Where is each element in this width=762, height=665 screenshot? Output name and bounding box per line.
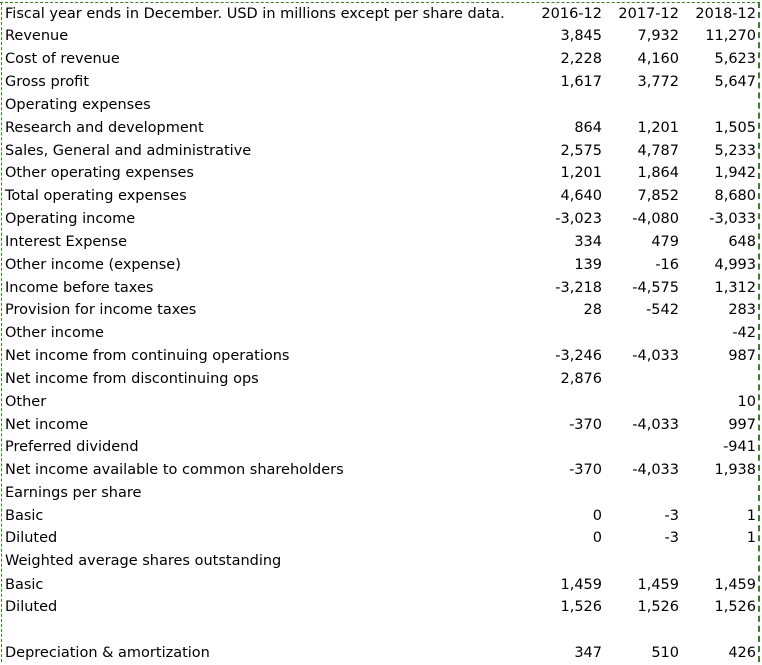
row-value-2017: 1,201 <box>637 120 679 136</box>
row-value-2016 <box>520 391 602 414</box>
row-value-2016: 864 <box>574 120 602 136</box>
row-value-2017: -4,575 <box>632 280 679 296</box>
row-value-2018: 1,312 <box>714 280 756 296</box>
row-value-2017 <box>600 482 679 505</box>
row-value-2016: 4,640 <box>560 188 602 204</box>
row-value-2016: 0 <box>592 508 602 524</box>
row-value-2017: -3 <box>664 508 679 524</box>
table-row <box>0 254 760 277</box>
table-row <box>0 94 760 117</box>
row-value-2016: 347 <box>574 645 602 661</box>
row-label: Other operating expenses <box>5 165 194 181</box>
row-value-2017: 4,160 <box>637 51 679 67</box>
row-value-2017 <box>600 550 679 573</box>
row-value-2017 <box>600 368 679 391</box>
table-row <box>0 368 760 391</box>
row-value-2018 <box>680 620 756 643</box>
row-value-2017: 7,932 <box>637 28 679 44</box>
row-value-2017: -4,033 <box>632 348 679 364</box>
row-label: Depreciation & amortization <box>5 645 210 661</box>
row-label: Other income (expense) <box>5 257 181 273</box>
row-value-2018: 1 <box>746 508 756 524</box>
row-value-2017: 1,459 <box>637 577 679 593</box>
row-label: Weighted average shares outstanding <box>5 553 282 569</box>
row-label: Basic <box>5 577 44 593</box>
table-row <box>0 527 760 550</box>
table-row <box>0 414 760 437</box>
row-value-2017: 4,787 <box>637 143 679 159</box>
row-value-2017: -16 <box>655 257 679 273</box>
row-value-2018: -42 <box>732 325 756 341</box>
row-value-2017: 7,852 <box>637 188 679 204</box>
row-value-2018 <box>680 94 756 117</box>
row-value-2018: 1,505 <box>714 120 756 136</box>
row-value-2017: 3,772 <box>637 74 679 90</box>
table-row <box>0 48 760 71</box>
row-value-2016: -3,218 <box>555 280 602 296</box>
row-value-2018: 1 <box>746 530 756 546</box>
row-value-2017: 1,526 <box>637 599 679 615</box>
row-value-2016 <box>520 550 602 573</box>
row-value-2018 <box>680 482 756 505</box>
row-label: Net income <box>5 417 89 433</box>
table-row <box>0 208 760 231</box>
row-value-2016 <box>520 482 602 505</box>
table-row <box>0 299 760 322</box>
row-label: Net income from discontinuing ops <box>5 371 259 387</box>
row-value-2018: 5,233 <box>714 143 756 159</box>
row-label: Revenue <box>5 28 69 44</box>
row-value-2018: 1,938 <box>714 462 756 478</box>
table-row <box>0 162 760 185</box>
row-value-2016 <box>520 620 602 643</box>
table-row <box>0 436 760 459</box>
table-row <box>0 322 760 345</box>
table-row <box>0 596 760 619</box>
row-value-2018: 5,647 <box>714 74 756 90</box>
table-row <box>0 574 760 597</box>
row-label: Diluted <box>5 530 58 546</box>
row-value-2016: 2,575 <box>560 143 602 159</box>
row-label: Total operating expenses <box>5 188 187 204</box>
row-value-2018: 1,942 <box>714 165 756 181</box>
table-row <box>0 482 760 505</box>
year-2017-header: 2017-12 <box>618 6 679 22</box>
row-value-2017: -542 <box>646 302 679 318</box>
row-value-2018: 11,270 <box>705 28 756 44</box>
row-value-2018: -3,033 <box>709 211 756 227</box>
row-value-2018: 1,459 <box>714 577 756 593</box>
row-value-2016: 2,876 <box>560 371 602 387</box>
row-value-2016: 0 <box>592 530 602 546</box>
row-label: Earnings per share <box>5 485 142 501</box>
row-value-2017: 1,864 <box>637 165 679 181</box>
table-row <box>0 71 760 94</box>
row-label: Provision for income taxes <box>5 302 197 318</box>
row-value-2016: 1,526 <box>560 599 602 615</box>
row-value-2018: 426 <box>728 645 756 661</box>
table-row <box>0 345 760 368</box>
row-label: Income before taxes <box>5 280 154 296</box>
row-value-2016: 2,228 <box>560 51 602 67</box>
row-value-2016: 139 <box>574 257 602 273</box>
table-row <box>0 391 760 414</box>
row-value-2016: 1,459 <box>560 577 602 593</box>
row-value-2016 <box>520 436 602 459</box>
table-row <box>0 277 760 300</box>
row-value-2017 <box>600 436 679 459</box>
row-value-2017: -4,033 <box>632 462 679 478</box>
row-label: Basic <box>5 508 44 524</box>
row-label: Cost of revenue <box>5 51 120 67</box>
header-label: Fiscal year ends in December. USD in millions except per share data. <box>5 6 505 22</box>
row-value-2018: 8,680 <box>714 188 756 204</box>
row-value-2016: -3,023 <box>555 211 602 227</box>
year-2018-header: 2018-12 <box>695 6 756 22</box>
row-value-2017 <box>600 620 679 643</box>
row-label: Sales, General and administrative <box>5 143 252 159</box>
table-row <box>0 620 760 643</box>
row-label: Net income available to common shareholders <box>5 462 344 478</box>
table-row <box>0 25 760 48</box>
row-label: Interest Expense <box>5 234 128 250</box>
row-label: Preferred dividend <box>5 439 139 455</box>
row-label: Other income <box>5 325 104 341</box>
row-value-2017 <box>600 322 679 345</box>
table-row <box>0 140 760 163</box>
table-row <box>0 231 760 254</box>
row-value-2018: 283 <box>728 302 756 318</box>
row-value-2017: -4,033 <box>632 417 679 433</box>
row-value-2016 <box>520 322 602 345</box>
row-value-2017: 510 <box>651 645 679 661</box>
row-value-2016: 3,845 <box>560 28 602 44</box>
row-value-2018 <box>680 368 756 391</box>
row-value-2016: 1,617 <box>560 74 602 90</box>
table-row <box>0 185 760 208</box>
row-label: Diluted <box>5 599 58 615</box>
year-2016-header: 2016-12 <box>541 6 602 22</box>
row-value-2016: -370 <box>569 462 602 478</box>
row-value-2018: 997 <box>728 417 756 433</box>
table-row <box>0 117 760 140</box>
table-row <box>0 505 760 528</box>
row-label: Operating income <box>5 211 136 227</box>
row-value-2016: -3,246 <box>555 348 602 364</box>
row-value-2018: 5,623 <box>714 51 756 67</box>
row-value-2018: 987 <box>728 348 756 364</box>
row-label: Other <box>5 394 47 410</box>
row-value-2016: 28 <box>583 302 602 318</box>
row-value-2018: 10 <box>737 394 756 410</box>
table-row <box>0 459 760 482</box>
row-value-2017 <box>600 94 679 117</box>
row-value-2017: -4,080 <box>632 211 679 227</box>
row-label: Gross profit <box>5 74 90 90</box>
row-value-2017 <box>600 391 679 414</box>
row-value-2018: 4,993 <box>714 257 756 273</box>
row-label: Research and development <box>5 120 204 136</box>
row-value-2018: 1,526 <box>714 599 756 615</box>
row-value-2018 <box>680 550 756 573</box>
table-row <box>0 550 760 573</box>
row-value-2017: 479 <box>651 234 679 250</box>
row-value-2016: 334 <box>574 234 602 250</box>
row-value-2017: -3 <box>664 530 679 546</box>
row-label: Net income from continuing operations <box>5 348 290 364</box>
header-row <box>0 3 760 26</box>
row-value-2016: 1,201 <box>560 165 602 181</box>
row-value-2016: -370 <box>569 417 602 433</box>
row-value-2018: 648 <box>728 234 756 250</box>
row-label: Operating expenses <box>5 97 151 113</box>
row-value-2016 <box>520 94 602 117</box>
row-value-2018: -941 <box>723 439 756 455</box>
